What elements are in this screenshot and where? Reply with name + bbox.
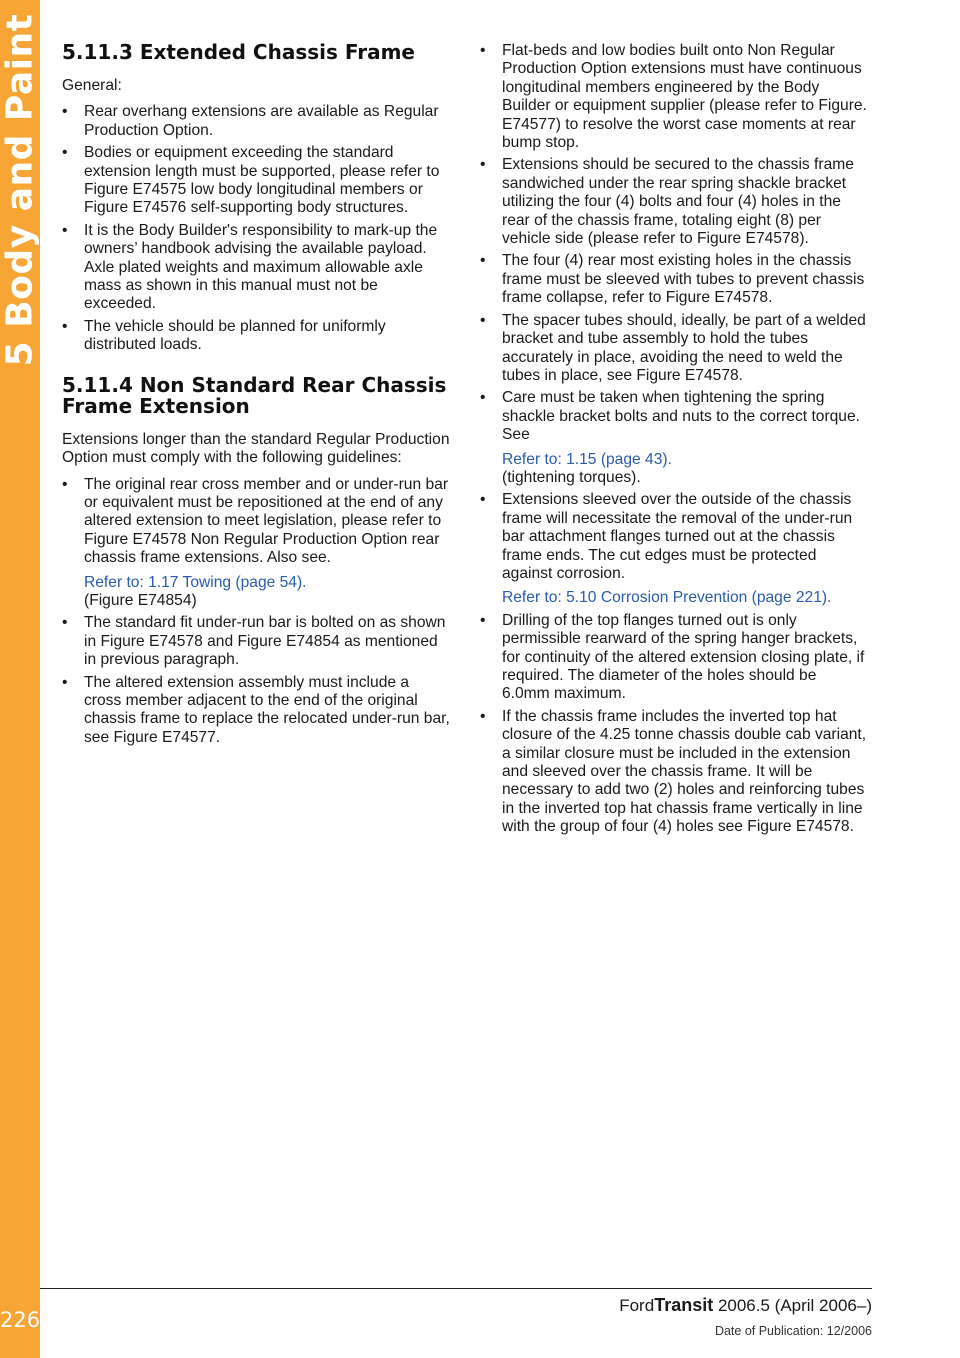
list-item: • Flat-beds and low bodies built onto Non Regular Production Option extensions must have continuous longitudinal members engineered by the Body Builder or equipment supplier (please refer to Figure. E74577) to resolve the worst case moments at rear bump stop.: [480, 42, 868, 152]
list-item: [480, 491, 868, 607]
list-item-figure-note: (tightening torques).: [502, 468, 641, 486]
list-item: • The standard fit under-run bar is bolted on as shown in Figure E74578 and Figure E74854 as mentioned in previous paragraph.: [62, 614, 450, 669]
intro-paragraph: Extensions longer than the standard Regular Production Option must comply with the following guidelines:: [62, 430, 450, 467]
section-side-tab: [0, 0, 40, 1358]
publication-date: Date of Publication: 12/2006: [714, 1324, 872, 1338]
heading-non-standard-extension: 5.11.4 Non Standard Rear Chassis Frame Extension: [62, 372, 447, 418]
list-item: • The vehicle should be planned for uniformly distributed loads.: [62, 318, 450, 355]
list-item: • Drilling of the top flanges turned out is only permissible rearward of the spring hanger brackets, for continuity of the altered extension closing plate, if required. The diameter of the holes should be 6.0mm maximum.: [480, 612, 868, 704]
list-item: • The four (4) rear most existing holes in the chassis frame must be sleeved with tubes to prevent chassis frame collapse, refer to Figure E74578.: [480, 252, 868, 307]
list-item: • Bodies or equipment exceeding the standard extension length must be supported, please refer to Figure E74575 low body longitudinal members or Figure E74576 self-supporting body structures.: [62, 144, 450, 218]
footer-divider: [40, 1288, 872, 1289]
section-title-vertical: 5 Body and Paint: [0, 13, 41, 367]
list-item-figure-note: (Figure E74854): [84, 591, 197, 609]
list-item-text: • Extensions sleeved over the outside of the chassis frame will necessitate the removal of the under-run bar attachment flanges turned out at the chassis frame ends. The cut edges must be protected against corrosion.: [502, 491, 853, 582]
brand-prefix: Ford: [619, 1296, 655, 1315]
reference-link-towing[interactable]: Refer to: 1.17 Towing (page 54).: [84, 573, 307, 591]
list-item-text: • Care must be taken when tightening the spring shackle bracket bolts and nuts to the correct torque. See: [502, 389, 860, 444]
left-column: [62, 42, 450, 757]
reference-link-torques[interactable]: Refer to: 1.15 (page 43).: [502, 450, 672, 468]
general-label: General:: [62, 77, 122, 94]
right-column: [480, 42, 868, 847]
general-bullet-list: [62, 103, 450, 354]
page-number: 226: [0, 1308, 41, 1332]
list-item: • It is the Body Builder's responsibility to mark-up the owners’ handbook advising the available payload. Axle plated weights and maximum allowable axle mass as shown in this manual must not be exceeded.: [62, 222, 450, 314]
brand-model: Transit: [654, 1295, 714, 1315]
list-item: • Rear overhang extensions are available as Regular Production Option.: [62, 103, 450, 140]
list-item: • The altered extension assembly must include a cross member adjacent to the end of the original chassis frame to replace the relocated under-run bar, see Figure E74577.: [62, 674, 450, 748]
reference-link-corrosion[interactable]: Refer to: 5.10 Corrosion Prevention (page 221).: [502, 589, 832, 607]
extension-bullet-list: [480, 42, 868, 837]
edition-text: 2006.5 (April 2006–): [713, 1296, 872, 1315]
heading-extended-chassis-frame: 5.11.3 Extended Chassis Frame: [62, 40, 415, 64]
list-item: • The spacer tubes should, ideally, be part of a welded bracket and tube assembly to hold the tubes accurately in place, avoiding the need to weld the tubes in place, see Figure E74578.: [480, 312, 868, 386]
footer-brand: [619, 1295, 872, 1316]
list-item: • Extensions should be secured to the chassis frame sandwiched under the rear spring shackle bracket utilizing the four (4) bolts and four (4) holes in the rear of the chassis frame, totaling eight (8) per vehicle side (please refer to Figure E74578).: [480, 156, 868, 248]
list-item: [480, 389, 868, 487]
list-item: • If the chassis frame includes the inverted top hat closure of the 4.25 tonne chassis double cab variant, a similar closure must be included in the extension and sleeved over the chassis frame. It will be necessary to add two (2) holes and reinforcing tubes in the inverted top hat chassis frame vertically in line with the group of four (4) holes see Figure E74578.: [480, 708, 868, 837]
list-item-text: • The original rear cross member and or under-run bar or equivalent must be repositioned at the end of any altered extension to meet legislation, please refer to Figure E74578 Non Regular Production Option rear chassis frame extensions. Also see.: [84, 475, 449, 567]
list-item: [62, 476, 450, 611]
guidelines-bullet-list: [62, 476, 450, 748]
